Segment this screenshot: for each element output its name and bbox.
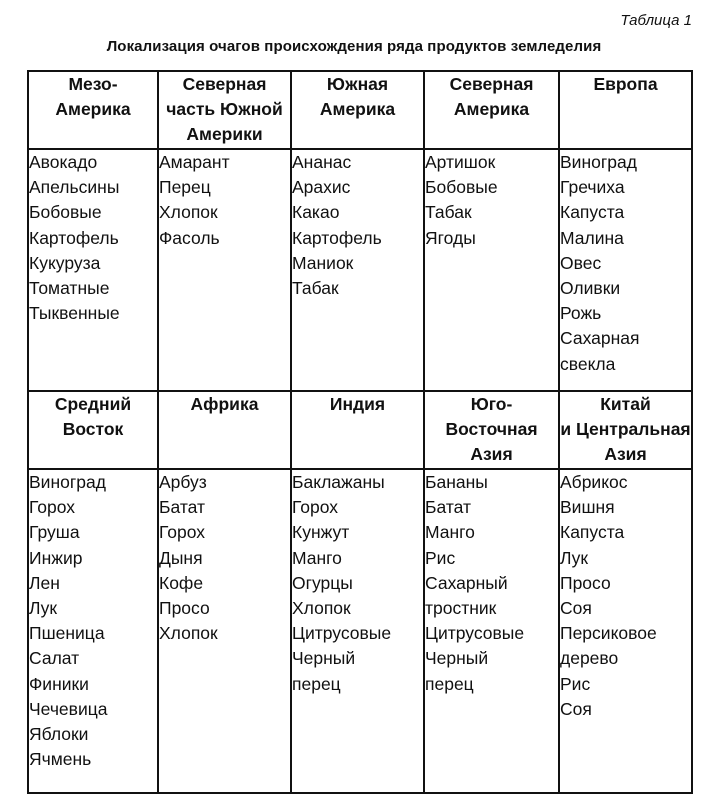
crop-item: Вишня	[560, 497, 615, 518]
crop-item: Ананас	[292, 152, 352, 172]
crop-item: Яблоки	[29, 724, 89, 745]
crop-list	[291, 469, 424, 793]
crop-item: Малина	[560, 227, 624, 248]
region-name-line: Азия	[604, 444, 647, 464]
crop-item: Соя	[560, 698, 592, 719]
region-name-line: Китай	[600, 394, 651, 414]
crop-item: Капуста	[560, 522, 625, 543]
crop-item: свекла	[560, 353, 616, 374]
crops-row-bottom	[28, 469, 692, 793]
region-header	[291, 71, 424, 149]
crop-item: Овес	[560, 252, 602, 273]
crop-item: Картофель	[29, 227, 119, 248]
crop-item: Гречиха	[560, 177, 625, 198]
crop-item: Батат	[425, 497, 472, 518]
crop-item: Ягоды	[425, 227, 476, 248]
crop-list	[424, 149, 559, 391]
crop-item: Пшеница	[29, 623, 105, 644]
crop-item: Апельсины	[29, 177, 120, 198]
crop-item: Персиковое	[560, 623, 657, 644]
crop-item: Горох	[292, 497, 339, 518]
crop-item: Оливки	[560, 278, 621, 299]
crop-item: Хлопок	[159, 202, 218, 223]
region-name-line: Европа	[593, 74, 658, 94]
crop-item: Манго	[425, 522, 475, 543]
crop-item: Инжир	[29, 547, 83, 568]
crop-list	[559, 149, 692, 391]
crop-item: Какао	[292, 202, 340, 223]
crop-item: Цитрусовые	[292, 623, 392, 644]
crop-item: Перец	[159, 177, 211, 198]
crop-item: Бананы	[425, 472, 488, 492]
crop-item: перец	[425, 673, 474, 694]
crop-item: Лук	[560, 547, 589, 568]
crop-item: Табак	[292, 278, 339, 299]
region-name-line: Америка	[319, 99, 396, 119]
header-row-top	[28, 71, 692, 149]
crop-list	[158, 469, 291, 793]
crop-item: Баклажаны	[292, 472, 385, 492]
crop-item: Арахис	[292, 177, 351, 198]
region-name-line: Америки	[186, 124, 263, 144]
crop-item: Горох	[159, 522, 206, 543]
region-header	[158, 391, 291, 469]
crop-list	[158, 149, 291, 391]
crop-item: Маниок	[292, 252, 354, 273]
region-name-line: Индия	[329, 394, 386, 414]
region-name-line: Восточная	[445, 419, 538, 439]
crop-item: Бобовые	[425, 177, 498, 198]
crop-item: Виноград	[29, 472, 106, 492]
region-name-line: Юго-	[470, 394, 513, 414]
crop-item: Черный	[425, 648, 489, 669]
crop-item: Фасоль	[159, 227, 220, 248]
crop-item: Кофе	[159, 572, 204, 593]
crop-item: Артишок	[425, 152, 496, 172]
region-name-line: Америка	[55, 99, 131, 119]
crop-item: Цитрусовые	[425, 623, 525, 644]
region-name-line: Северная	[182, 74, 267, 94]
crop-item: Груша	[29, 522, 80, 543]
region-header	[28, 391, 158, 469]
header-row-bottom	[28, 391, 692, 469]
crop-item: Кунжут	[292, 522, 350, 543]
crop-item: Рис	[425, 547, 456, 568]
region-name-line: и Центральная	[560, 419, 691, 439]
crop-item: Хлопок	[292, 598, 351, 619]
crop-item: Сахарный	[425, 572, 508, 593]
crop-item: тростник	[425, 598, 497, 619]
table-number-label: Таблица 1	[620, 12, 692, 29]
crop-item: Финики	[29, 673, 89, 694]
crop-item: Батат	[159, 497, 206, 518]
region-header	[158, 71, 291, 149]
region-header	[424, 391, 559, 469]
crop-item: Тыквенные	[29, 303, 120, 324]
crop-item: Абрикос	[560, 472, 628, 492]
crop-item: Просо	[560, 572, 611, 593]
crop-list	[291, 149, 424, 391]
crop-item: перец	[292, 673, 341, 694]
crop-item: Рожь	[560, 303, 602, 324]
crop-item: Картофель	[292, 227, 382, 248]
crop-item: Соя	[560, 598, 592, 619]
crop-item: Арбуз	[159, 472, 207, 492]
crop-item: Сахарная	[560, 328, 640, 349]
crops-row-top	[28, 149, 692, 391]
region-name-line: Средний	[54, 394, 132, 414]
crop-list	[28, 469, 158, 793]
region-name-line: Южная	[326, 74, 389, 94]
crop-item: Салат	[29, 648, 80, 669]
crop-item: Черный	[292, 648, 356, 669]
region-name-line: Азия	[470, 444, 513, 464]
region-header	[291, 391, 424, 469]
table-caption: Локализация очагов происхождения ряда продуктов земледелия	[106, 38, 602, 55]
crop-item: Табак	[425, 202, 472, 223]
crop-item: дерево	[560, 648, 619, 669]
region-name-line: Америка	[453, 99, 530, 119]
crop-item: Чечевица	[29, 698, 108, 719]
region-name-line: Восток	[62, 419, 124, 439]
region-name-line: Мезо-	[68, 74, 118, 94]
crop-item: Ячмень	[29, 749, 92, 770]
crop-item: Амарант	[159, 152, 230, 172]
crop-item: Рис	[560, 673, 591, 694]
crop-item: Лен	[29, 572, 60, 593]
crop-list	[559, 469, 692, 793]
crop-item: Авокадо	[29, 152, 98, 172]
crop-item: Виноград	[560, 152, 637, 172]
crop-origins-table	[27, 70, 693, 794]
region-header	[424, 71, 559, 149]
crop-item: Капуста	[560, 202, 625, 223]
region-header	[28, 71, 158, 149]
region-name-line: Африка	[190, 394, 259, 414]
crop-list	[424, 469, 559, 793]
crop-item: Дыня	[159, 547, 203, 568]
crop-item: Хлопок	[159, 623, 218, 644]
crop-item: Лук	[29, 598, 58, 619]
crop-item: Огурцы	[292, 572, 353, 593]
crop-item: Томатные	[29, 278, 110, 299]
region-name-line: Северная	[449, 74, 534, 94]
crop-item: Просо	[159, 598, 210, 619]
region-header	[559, 391, 692, 469]
crop-item: Манго	[292, 547, 342, 568]
crop-item: Горох	[29, 497, 76, 518]
crop-list	[28, 149, 158, 391]
region-header	[559, 71, 692, 149]
crop-item: Кукуруза	[29, 252, 101, 273]
crop-item: Бобовые	[29, 202, 102, 223]
region-name-line: часть Южной	[166, 99, 283, 119]
